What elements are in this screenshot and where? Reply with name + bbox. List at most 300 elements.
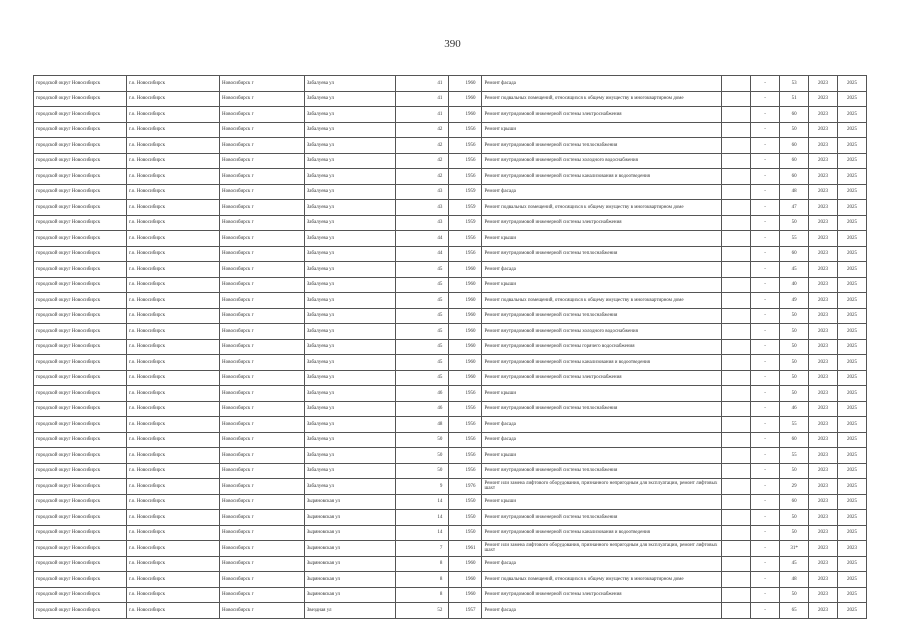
cell-work: Ремонт фасада: [482, 432, 722, 448]
cell-year-start: 2023: [809, 386, 838, 402]
cell-house: 44: [395, 246, 449, 262]
cell-year-start: 2023: [809, 448, 838, 464]
cell-year: 1960: [449, 370, 482, 386]
cell-empty: [722, 355, 751, 371]
cell-house: 8: [395, 587, 449, 603]
page-number: 390: [444, 38, 461, 50]
cell-year-end: 2025: [837, 122, 866, 138]
cell-dash: -: [751, 556, 780, 572]
cell-go: г.о. Новосибирск: [127, 293, 220, 309]
cell-work: Ремонт внутридомовой инженерной системы теплоснабжения: [482, 308, 722, 324]
cell-year: 1956: [449, 417, 482, 433]
cell-empty: [722, 200, 751, 216]
cell-work: Ремонт подвальных помещений, относящихся к общему имуществу в многоквартирном доме: [482, 91, 722, 107]
cell-okrug: городской округ Новосибирск: [34, 169, 127, 185]
cell-dash: -: [751, 293, 780, 309]
cell-year-end: 2023: [837, 541, 866, 557]
cell-street: Забалуева ул: [304, 215, 395, 231]
cell-go: г.о. Новосибирск: [127, 463, 220, 479]
cell-year-end: 2025: [837, 572, 866, 588]
cell-work: Ремонт крыши: [482, 231, 722, 247]
cell-street: Забалуева ул: [304, 448, 395, 464]
cell-year-start: 2023: [809, 370, 838, 386]
cell-go: г.о. Новосибирск: [127, 556, 220, 572]
cell-year: 1956: [449, 153, 482, 169]
cell-go: г.о. Новосибирск: [127, 541, 220, 557]
table-row: [34, 231, 867, 247]
cell-year-start: 2023: [809, 246, 838, 262]
cell-city: Новосибирск г: [220, 122, 305, 138]
table-row: [34, 510, 867, 526]
cell-num: 60: [780, 246, 809, 262]
cell-year-start: 2023: [809, 91, 838, 107]
cell-num: 31*: [780, 541, 809, 557]
cell-num: 50: [780, 339, 809, 355]
cell-okrug: городской округ Новосибирск: [34, 277, 127, 293]
cell-city: Новосибирск г: [220, 386, 305, 402]
cell-year: 1956: [449, 122, 482, 138]
cell-year: 1960: [449, 76, 482, 92]
cell-go: г.о. Новосибирск: [127, 417, 220, 433]
cell-go: г.о. Новосибирск: [127, 572, 220, 588]
cell-city: Новосибирск г: [220, 246, 305, 262]
table-row: [34, 246, 867, 262]
cell-year-end: 2025: [837, 432, 866, 448]
cell-year: 1956: [449, 231, 482, 247]
cell-work: Ремонт подвальных помещений, относящихся к общему имуществу в многоквартирном доме: [482, 293, 722, 309]
cell-city: Новосибирск г: [220, 262, 305, 278]
cell-num: 50: [780, 324, 809, 340]
cell-go: г.о. Новосибирск: [127, 76, 220, 92]
cell-year-start: 2023: [809, 308, 838, 324]
cell-num: 60: [780, 153, 809, 169]
cell-okrug: городской округ Новосибирск: [34, 76, 127, 92]
cell-year-end: 2025: [837, 448, 866, 464]
cell-house: 45: [395, 262, 449, 278]
cell-year: 1956: [449, 386, 482, 402]
cell-go: г.о. Новосибирск: [127, 448, 220, 464]
cell-work: Ремонт внутридомовой инженерной системы канализования и водоотведения: [482, 525, 722, 541]
cell-work: Ремонт внутридомовой инженерной системы холодного водоснабжения: [482, 153, 722, 169]
cell-year-start: 2023: [809, 76, 838, 92]
cell-okrug: городской округ Новосибирск: [34, 386, 127, 402]
cell-year-end: 2025: [837, 525, 866, 541]
cell-house: 50: [395, 463, 449, 479]
cell-empty: [722, 510, 751, 526]
cell-dash: -: [751, 169, 780, 185]
cell-empty: [722, 246, 751, 262]
cell-work: Ремонт подвальных помещений, относящихся к общему имуществу в многоквартирном доме: [482, 200, 722, 216]
cell-work: Ремонт внутридомовой инженерной системы теплоснабжения: [482, 138, 722, 154]
cell-go: г.о. Новосибирск: [127, 525, 220, 541]
cell-street: Забалуева ул: [304, 262, 395, 278]
cell-year-start: 2023: [809, 324, 838, 340]
repair-schedule-table: [33, 75, 867, 619]
cell-empty: [722, 432, 751, 448]
cell-dash: -: [751, 448, 780, 464]
cell-okrug: городской округ Новосибирск: [34, 200, 127, 216]
table-row: [34, 122, 867, 138]
cell-house: 42: [395, 122, 449, 138]
cell-go: г.о. Новосибирск: [127, 401, 220, 417]
cell-dash: -: [751, 463, 780, 479]
cell-house: 43: [395, 215, 449, 231]
cell-dash: -: [751, 494, 780, 510]
cell-year-start: 2023: [809, 603, 838, 619]
cell-house: 9: [395, 479, 449, 495]
cell-year: 1956: [449, 401, 482, 417]
cell-year-end: 2025: [837, 603, 866, 619]
cell-year-end: 2025: [837, 277, 866, 293]
cell-city: Новосибирск г: [220, 603, 305, 619]
cell-num: 60: [780, 169, 809, 185]
cell-work: Ремонт внутридомовой инженерной системы холодного водоснабжения: [482, 324, 722, 340]
cell-dash: -: [751, 324, 780, 340]
table-row: [34, 91, 867, 107]
cell-empty: [722, 277, 751, 293]
cell-year: 1950: [449, 510, 482, 526]
cell-num: 55: [780, 448, 809, 464]
cell-year: 1960: [449, 556, 482, 572]
cell-go: г.о. Новосибирск: [127, 324, 220, 340]
cell-okrug: городской округ Новосибирск: [34, 541, 127, 557]
cell-num: 40: [780, 277, 809, 293]
cell-go: г.о. Новосибирск: [127, 494, 220, 510]
cell-go: г.о. Новосибирск: [127, 262, 220, 278]
cell-city: Новосибирск г: [220, 510, 305, 526]
cell-okrug: городской округ Новосибирск: [34, 153, 127, 169]
cell-year-end: 2025: [837, 494, 866, 510]
cell-okrug: городской округ Новосибирск: [34, 231, 127, 247]
cell-okrug: городской округ Новосибирск: [34, 339, 127, 355]
cell-empty: [722, 541, 751, 557]
cell-city: Новосибирск г: [220, 231, 305, 247]
cell-year-start: 2023: [809, 479, 838, 495]
cell-num: 51: [780, 91, 809, 107]
cell-street: Забалуева ул: [304, 308, 395, 324]
cell-num: 50: [780, 525, 809, 541]
cell-street: Забалуева ул: [304, 153, 395, 169]
cell-year-start: 2023: [809, 277, 838, 293]
cell-year: 1959: [449, 184, 482, 200]
cell-work: Ремонт крыши: [482, 494, 722, 510]
cell-year-end: 2025: [837, 370, 866, 386]
cell-year: 1961: [449, 541, 482, 557]
table-row: [34, 572, 867, 588]
cell-year: 1959: [449, 200, 482, 216]
cell-year-start: 2023: [809, 494, 838, 510]
cell-city: Новосибирск г: [220, 525, 305, 541]
cell-year: 1960: [449, 572, 482, 588]
cell-num: 48: [780, 572, 809, 588]
cell-year: 1960: [449, 355, 482, 371]
cell-empty: [722, 494, 751, 510]
cell-street: Забалуева ул: [304, 401, 395, 417]
cell-go: г.о. Новосибирск: [127, 91, 220, 107]
cell-year-start: 2023: [809, 107, 838, 123]
cell-city: Новосибирск г: [220, 432, 305, 448]
cell-go: г.о. Новосибирск: [127, 603, 220, 619]
cell-okrug: городской округ Новосибирск: [34, 122, 127, 138]
cell-house: 43: [395, 184, 449, 200]
cell-num: 60: [780, 138, 809, 154]
table-row: [34, 107, 867, 123]
cell-street: Забалуева ул: [304, 293, 395, 309]
cell-num: 49: [780, 293, 809, 309]
cell-dash: -: [751, 510, 780, 526]
cell-city: Новосибирск г: [220, 153, 305, 169]
cell-go: г.о. Новосибирск: [127, 107, 220, 123]
cell-street: Забалуева ул: [304, 122, 395, 138]
cell-work: Ремонт внутридомовой инженерной системы горячего водоснабжения: [482, 339, 722, 355]
cell-okrug: городской округ Новосибирск: [34, 308, 127, 324]
cell-work: Ремонт фасада: [482, 76, 722, 92]
cell-city: Новосибирск г: [220, 76, 305, 92]
cell-city: Новосибирск г: [220, 215, 305, 231]
cell-house: 14: [395, 510, 449, 526]
cell-year-end: 2025: [837, 246, 866, 262]
cell-dash: -: [751, 603, 780, 619]
cell-street: Зыряновская ул: [304, 587, 395, 603]
table-row: [34, 541, 867, 557]
cell-city: Новосибирск г: [220, 293, 305, 309]
cell-empty: [722, 479, 751, 495]
cell-house: 50: [395, 448, 449, 464]
cell-go: г.о. Новосибирск: [127, 200, 220, 216]
cell-num: 53: [780, 76, 809, 92]
cell-go: г.о. Новосибирск: [127, 432, 220, 448]
cell-num: 47: [780, 200, 809, 216]
cell-empty: [722, 556, 751, 572]
cell-year-end: 2025: [837, 308, 866, 324]
cell-dash: -: [751, 107, 780, 123]
cell-work: Ремонт фасада: [482, 556, 722, 572]
cell-house: 45: [395, 324, 449, 340]
cell-city: Новосибирск г: [220, 339, 305, 355]
cell-dash: -: [751, 184, 780, 200]
table-row: [34, 262, 867, 278]
cell-year-end: 2025: [837, 138, 866, 154]
cell-year-start: 2023: [809, 572, 838, 588]
cell-year-end: 2025: [837, 215, 866, 231]
cell-street: Звездная ул: [304, 603, 395, 619]
table-row: [34, 200, 867, 216]
table-row: [34, 370, 867, 386]
cell-city: Новосибирск г: [220, 556, 305, 572]
cell-go: г.о. Новосибирск: [127, 231, 220, 247]
cell-dash: -: [751, 370, 780, 386]
cell-work: Ремонт или замена лифтового оборудования, признанного непригодным для эксплуатации, ремонт лифтовых шахт: [482, 541, 722, 557]
cell-work: Ремонт внутридомовой инженерной системы электроснабжения: [482, 107, 722, 123]
cell-house: 41: [395, 76, 449, 92]
cell-year-end: 2025: [837, 587, 866, 603]
cell-okrug: городской округ Новосибирск: [34, 262, 127, 278]
cell-empty: [722, 91, 751, 107]
cell-empty: [722, 107, 751, 123]
cell-empty: [722, 525, 751, 541]
cell-work: Ремонт внутридомовой инженерной системы теплоснабжения: [482, 401, 722, 417]
cell-year-end: 2025: [837, 91, 866, 107]
cell-empty: [722, 308, 751, 324]
table-row: [34, 401, 867, 417]
cell-year: 1950: [449, 494, 482, 510]
cell-street: Забалуева ул: [304, 417, 395, 433]
cell-okrug: городской округ Новосибирск: [34, 479, 127, 495]
cell-year-start: 2023: [809, 200, 838, 216]
cell-year-start: 2023: [809, 184, 838, 200]
cell-dash: -: [751, 541, 780, 557]
cell-year: 1960: [449, 262, 482, 278]
cell-year-end: 2025: [837, 169, 866, 185]
cell-year: 1976: [449, 479, 482, 495]
cell-street: Забалуева ул: [304, 339, 395, 355]
cell-year-start: 2023: [809, 231, 838, 247]
cell-work: Ремонт крыши: [482, 448, 722, 464]
cell-okrug: городской округ Новосибирск: [34, 324, 127, 340]
cell-year-end: 2025: [837, 153, 866, 169]
cell-okrug: городской округ Новосибирск: [34, 355, 127, 371]
table-row: [34, 324, 867, 340]
cell-dash: -: [751, 215, 780, 231]
cell-go: г.о. Новосибирск: [127, 587, 220, 603]
cell-okrug: городской округ Новосибирск: [34, 293, 127, 309]
cell-street: Забалуева ул: [304, 386, 395, 402]
cell-year: 1960: [449, 293, 482, 309]
cell-street: Забалуева ул: [304, 370, 395, 386]
cell-year: 1960: [449, 308, 482, 324]
cell-okrug: городской округ Новосибирск: [34, 370, 127, 386]
cell-year-start: 2023: [809, 432, 838, 448]
cell-go: г.о. Новосибирск: [127, 122, 220, 138]
cell-dash: -: [751, 76, 780, 92]
table-row: [34, 169, 867, 185]
cell-street: Забалуева ул: [304, 479, 395, 495]
cell-city: Новосибирск г: [220, 494, 305, 510]
cell-dash: -: [751, 339, 780, 355]
cell-empty: [722, 603, 751, 619]
cell-dash: -: [751, 386, 780, 402]
cell-okrug: городской округ Новосибирск: [34, 246, 127, 262]
cell-house: 45: [395, 308, 449, 324]
cell-city: Новосибирск г: [220, 448, 305, 464]
cell-year-end: 2025: [837, 293, 866, 309]
cell-city: Новосибирск г: [220, 324, 305, 340]
cell-year-start: 2023: [809, 541, 838, 557]
cell-num: 50: [780, 308, 809, 324]
cell-year-end: 2025: [837, 262, 866, 278]
cell-dash: -: [751, 277, 780, 293]
cell-year-end: 2025: [837, 401, 866, 417]
cell-street: Забалуева ул: [304, 432, 395, 448]
cell-street: Забалуева ул: [304, 76, 395, 92]
cell-year-end: 2025: [837, 324, 866, 340]
table-row: [34, 386, 867, 402]
cell-dash: -: [751, 401, 780, 417]
cell-okrug: городской округ Новосибирск: [34, 91, 127, 107]
cell-okrug: городской округ Новосибирск: [34, 401, 127, 417]
cell-empty: [722, 370, 751, 386]
cell-okrug: городской округ Новосибирск: [34, 510, 127, 526]
cell-year-end: 2025: [837, 76, 866, 92]
cell-year: 1960: [449, 587, 482, 603]
cell-year-end: 2025: [837, 200, 866, 216]
cell-city: Новосибирск г: [220, 401, 305, 417]
cell-city: Новосибирск г: [220, 169, 305, 185]
cell-num: 60: [780, 432, 809, 448]
cell-empty: [722, 184, 751, 200]
cell-street: Зыряновская ул: [304, 541, 395, 557]
cell-dash: -: [751, 308, 780, 324]
cell-go: г.о. Новосибирск: [127, 184, 220, 200]
table-row: [34, 184, 867, 200]
cell-year: 1956: [449, 246, 482, 262]
table-row: [34, 494, 867, 510]
cell-year: 1956: [449, 432, 482, 448]
table-row: [34, 153, 867, 169]
table-row: [34, 76, 867, 92]
cell-street: Забалуева ул: [304, 324, 395, 340]
cell-okrug: городской округ Новосибирск: [34, 572, 127, 588]
cell-dash: -: [751, 122, 780, 138]
cell-house: 45: [395, 355, 449, 371]
cell-city: Новосибирск г: [220, 417, 305, 433]
cell-street: Забалуева ул: [304, 246, 395, 262]
cell-num: 50: [780, 370, 809, 386]
cell-year: 1956: [449, 463, 482, 479]
cell-house: 45: [395, 293, 449, 309]
cell-work: Ремонт внутридомовой инженерной системы теплоснабжения: [482, 246, 722, 262]
cell-street: Зыряновская ул: [304, 525, 395, 541]
cell-empty: [722, 262, 751, 278]
cell-house: 44: [395, 231, 449, 247]
cell-go: г.о. Новосибирск: [127, 246, 220, 262]
cell-okrug: городской округ Новосибирск: [34, 587, 127, 603]
cell-house: 42: [395, 169, 449, 185]
cell-empty: [722, 401, 751, 417]
cell-house: 7: [395, 541, 449, 557]
cell-go: г.о. Новосибирск: [127, 355, 220, 371]
cell-work: Ремонт подвальных помещений, относящихся к общему имуществу в многоквартирном доме: [482, 572, 722, 588]
cell-go: г.о. Новосибирск: [127, 479, 220, 495]
cell-empty: [722, 386, 751, 402]
cell-empty: [722, 572, 751, 588]
cell-empty: [722, 231, 751, 247]
cell-num: 29: [780, 479, 809, 495]
cell-work: Ремонт фасада: [482, 262, 722, 278]
cell-dash: -: [751, 200, 780, 216]
cell-city: Новосибирск г: [220, 200, 305, 216]
cell-work: Ремонт внутридомовой инженерной системы электроснабжения: [482, 370, 722, 386]
cell-year-start: 2023: [809, 525, 838, 541]
cell-year-end: 2025: [837, 463, 866, 479]
cell-city: Новосибирск г: [220, 184, 305, 200]
cell-house: 14: [395, 494, 449, 510]
cell-year: 1960: [449, 324, 482, 340]
cell-house: 50: [395, 432, 449, 448]
cell-year-end: 2025: [837, 479, 866, 495]
cell-empty: [722, 169, 751, 185]
cell-year-start: 2023: [809, 355, 838, 371]
cell-okrug: городской округ Новосибирск: [34, 448, 127, 464]
table-row: [34, 215, 867, 231]
cell-empty: [722, 417, 751, 433]
table-row: [34, 525, 867, 541]
cell-num: 50: [780, 122, 809, 138]
cell-city: Новосибирск г: [220, 541, 305, 557]
cell-work: Ремонт крыши: [482, 277, 722, 293]
cell-city: Новосибирск г: [220, 370, 305, 386]
cell-year-start: 2023: [809, 153, 838, 169]
